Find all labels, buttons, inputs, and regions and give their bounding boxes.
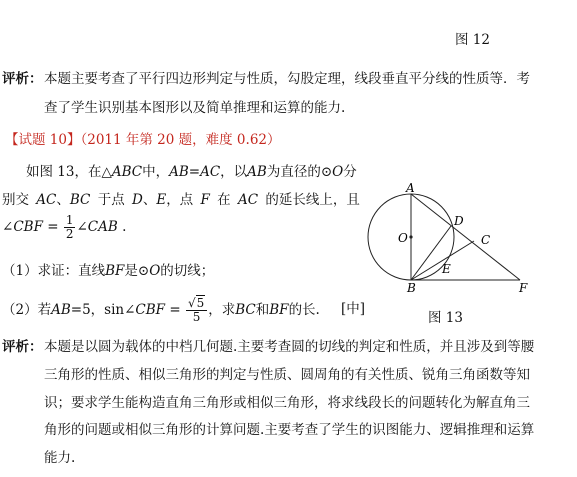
difficulty-level: [中] [341, 301, 366, 317]
problem-tag: 【试题 10】 [5, 132, 81, 148]
analysis-2-line-4: 角形的问题或相似三角形的计算问题.主要考查了学生的识图能力、逻辑推理和运算 [44, 422, 535, 438]
label-o: O [398, 231, 408, 245]
analysis-2-label: 评析： [2, 339, 43, 355]
analysis-2-line-3: 识；要求学生能构造直角三角形或相似三角形，将求线段长的问题转化为解直角三 [44, 395, 530, 411]
problem-line-1: 如图 13，在△ABC中，AB=AC，以AB为直径的⊙O分 [26, 164, 357, 180]
problem-source: （2011 年第 20 题，难度 0.62） [80, 132, 281, 148]
center-dot [409, 235, 412, 238]
label-a: A [406, 181, 415, 195]
label-c: C [481, 233, 491, 247]
analysis-1-line-2: 查了学生识别基本图形以及简单推理和运算的能力. [44, 100, 346, 116]
analysis-1-label: 评析： [2, 71, 43, 87]
figure-13-diagram [360, 180, 560, 310]
analysis-2-line-5: 能力. [44, 450, 76, 466]
figure-13-caption: 图 13 [428, 310, 463, 326]
analysis-1-line-1: 本题主要考查了平行四边形判定与性质，勾股定理，线段垂直平分线的性质等．考 [44, 71, 530, 87]
label-b: B [407, 281, 416, 295]
question-2: （2）若AB=5，sin∠CBF = $\frac{√5}{5}$ ，求BC和BF的长. [2, 296, 320, 324]
problem-header [5, 131, 281, 149]
line-af [411, 194, 520, 280]
problem-line-3: ∠CBF = $\frac{1}{2}$ ∠CAB . [2, 213, 127, 241]
label-e: E [442, 262, 451, 276]
label-f: F [519, 281, 528, 295]
problem-line-2: 别交 AC、BC 于点 D、E，点 F 在 AC 的延长线上，且 [2, 192, 360, 208]
figure-12-caption: 图 12 [455, 32, 490, 48]
analysis-2-line-2: 三角形的性质、相似三角形的判定与性质、圆周角的有关性质、锐角三角函数等知 [44, 367, 530, 383]
label-d: D [454, 214, 464, 228]
analysis-2-line-1: 本题是以圆为载体的中档几何题.主要考查圆的切线的判定和性质，并且涉及到等腰 [44, 339, 535, 355]
fraction-one-half: $\frac{1}{2}$ [65, 213, 74, 241]
question-1: （1）求证：直线BF是⊙O的切线； [2, 263, 215, 279]
fraction-sqrt5-over-5: $\frac{√5}{5}$ [186, 297, 207, 324]
